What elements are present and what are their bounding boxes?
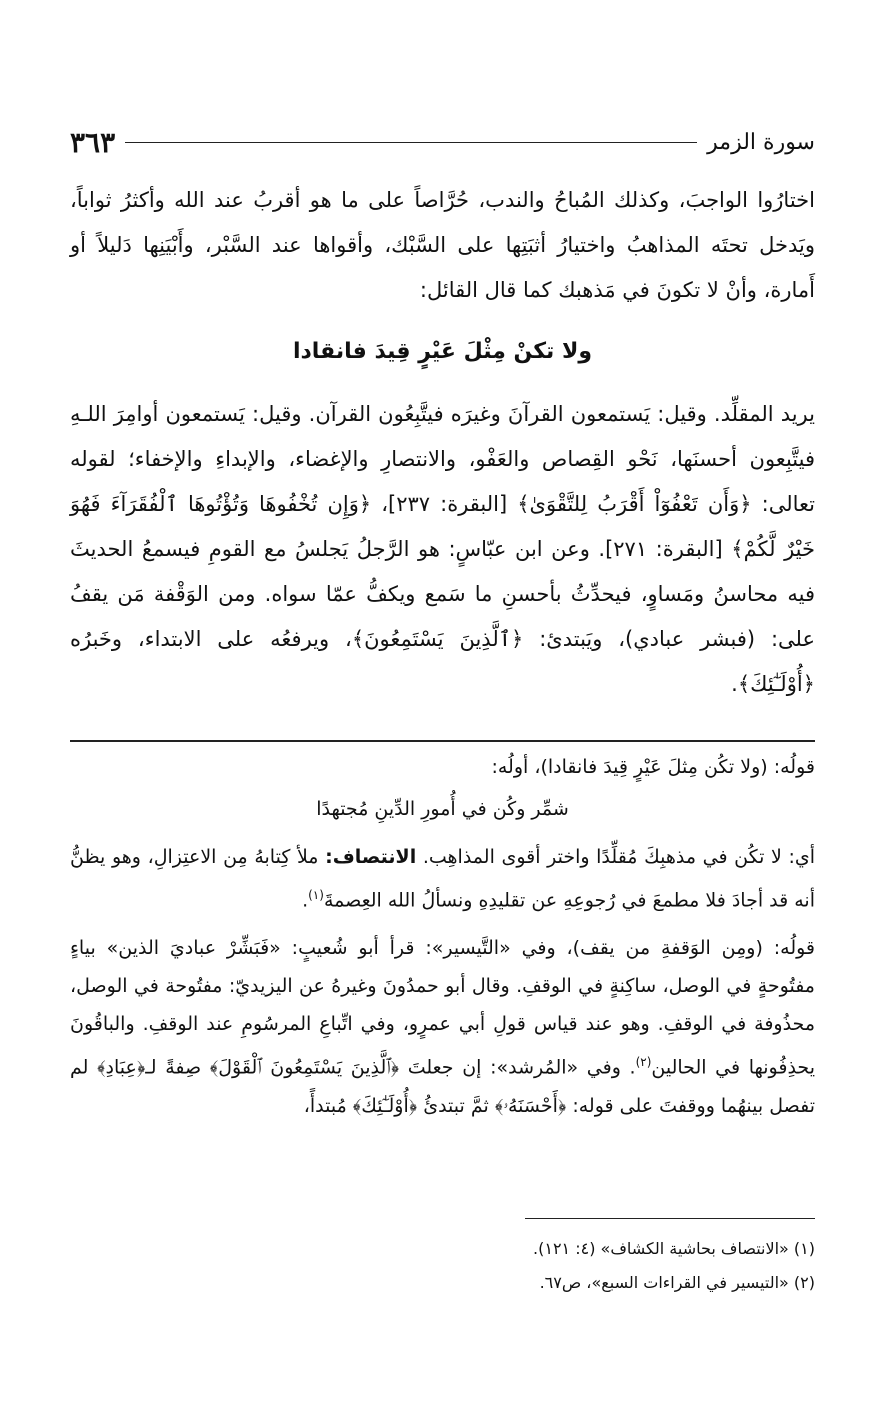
footnote-2: (٢) «التيسير في القراءات السبع»، ص٦٧.: [539, 1273, 815, 1292]
main-text: [70, 178, 815, 707]
commentary-text-2a: أي: لا تكُن في مذهبِكَ مُقلِّدًا واختر أقوى المذاهِب.: [422, 846, 816, 868]
commentary-source-label: الانتصاف:: [325, 846, 417, 868]
footnote-ref-2[interactable]: (٢): [635, 1055, 652, 1070]
surah-title: سورة الزمر: [707, 129, 815, 155]
commentary-text-3b: . وفي «المُرشد»: إن جعلتَ ﴿ٱلَّذِينَ يَسْتَمِعُونَ ٱلْقَوْلَ﴾ صِفةً لـ﴿عِبَادِ﴾ لم تفصل بينهُما ووقفتَ على قوله: ﴿أَحْسَنَهُۥ﴾ ثمَّ تبتدئُ ﴿أُوْلَـٰٓئِكَ﴾ مُبتدأً،: [70, 1056, 815, 1117]
commentary-heading-1: [70, 748, 815, 786]
commentary-quote-1: قولُه: (ولا تكُن مِثلَ عَيْرٍ قِيدَ فانقادا)، أولُه:: [491, 756, 815, 778]
commentary-paragraph-2: أي: لا تكُن في مذهبِكَ مُقلِّدًا واختر أقوى المذاهِب. الانتصاف: ملأ كِتابهُ مِن الاعتِزالِ، وهو يظنُّ أنه قد أجادَ فلا مطمعَ في رُجوعِهِ عن تقليدِهِ ونسألُ الله العِصمةَ$^{(١)}$.: [70, 846, 816, 912]
commentary-text-2b: ملأ كِتابهُ مِن الاعتِزالِ، وهو يظنُّ أنه قد أجادَ فلا مطمعَ في رُجوعِهِ عن تقليدِهِ ونسألُ الله العِصمةَ: [70, 846, 815, 912]
poem-verse: ولا تكنْ مِثْلَ عَيْرٍ قِيدَ فانقادا: [292, 339, 593, 364]
commentary-paragraph-3: [70, 929, 815, 1124]
footnote-rule: [525, 1218, 815, 1219]
header-rule: [125, 142, 697, 143]
commentary-verse: شمِّر وكُن في أُمورِ الدِّينِ مُجتهدًا: [316, 798, 569, 820]
main-paragraph-1: اختارُوا الواجبَ، وكذلك المُباحُ والندب، حُرَّاصاً على ما هو أقربُ عند الله وأكثرُ ثواباً، ويَدخل تحتَه المذاهبُ واختيارُ أثبَتِها على السَّبْك، وأقواها عند السَّبْر، وأَبْيَنِها دَليلاً أو أَمارة، وأنْ لا تكونَ في مَذهبك كما قال القائل:: [70, 188, 815, 302]
page-header: [70, 118, 815, 166]
footnote-ref-1[interactable]: (١): [308, 888, 324, 902]
footnote-1: (١) «الانتصاف بحاشية الكشاف» (٤: ١٢١).: [533, 1239, 815, 1258]
section-divider: [70, 740, 815, 742]
commentary-section: [70, 748, 815, 1125]
main-paragraph-2: يريد المقلِّد. وقيل: يَستمعون القرآنَ وغيرَه فيتَّبِعُون القرآن. وقيل: يَستمعون أوامِرَ اللـهِ فيتَّبِعون أحسنَها، نَحْو القِصاص والعَفْو، والانتصارِ والإغضاء، والإبداءِ والإخفاء؛ لقوله تعالى: ﴿وَأَن تَعْفُوٓاْ أَقْرَبُ لِلتَّقْوَىٰ﴾ [البقرة: ٢٣٧]، ﴿وَإِن تُخْفُوهَا وَتُؤْتُوهَا ٱلْفُقَرَآءَ فَهُوَ خَيْرٌ لَّكُمْ﴾ [البقرة: ٢٧١]. وعن ابن عبّاسٍ: هو الرَّجلُ يَجلسُ مع القومِ فيسمعُ الحديثَ فيه محاسنُ ومَساوٍ، فيحدِّثُ بأحسنِ ما سَمع ويكفُّ عمّا سواه. ومن الوَقْفة مَن يقفُ على: (فبشر عبادي)، ويَبتدئ: ﴿ٱلَّذِينَ يَسْتَمِعُونَ﴾، ويرفعُه على الابتداء، وخَبرُه ﴿أُوْلَـٰٓئِكَ﴾.: [70, 402, 815, 696]
commentary-quote-3: قولُه: (ومِن الوَقفةِ من يقف)،: [566, 937, 816, 960]
commentary-text-3a: وفي «التَّيسير»: قرأ أبو شُعيبٍ: «فَبَشِّرْ عباديَ الذين» بياءٍ مفتُوحةٍ في الوصل، ساكِنةٍ في الوقفِ. وقال أبو حمدُونَ وغيرهُ عن اليزيديّ: مفتُوحة في الوصل، محذُوفة في الوقفِ. وهو عند قياس قولِ أبي عمرٍو، وفي اتِّباعِ المرسُومِ عند الوقفِ. والباقُونَ يحذِفُونها في الحالين: [70, 937, 815, 1079]
page-number: ٣٦٣: [70, 125, 116, 159]
footnotes: [70, 1232, 815, 1300]
